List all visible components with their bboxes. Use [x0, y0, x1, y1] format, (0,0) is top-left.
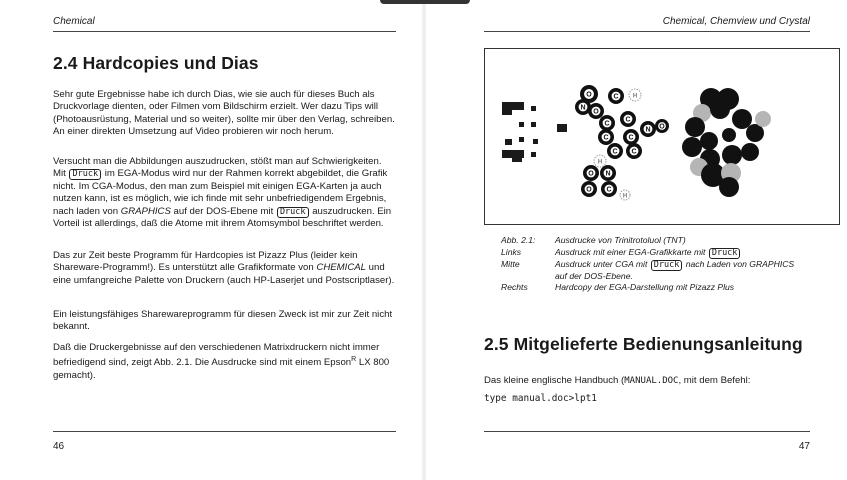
- atom-label: O: [586, 91, 592, 99]
- section-heading-2-5: 2.5 Mitgelieferte Bedienungsanleitung: [484, 334, 803, 354]
- manual-paragraph: [484, 375, 804, 387]
- graphics-term: GRAPHICS: [120, 205, 171, 217]
- atom-ball: [685, 117, 705, 137]
- caption-label: Mitte: [501, 258, 520, 269]
- caption-text: [555, 259, 805, 283]
- chemical-term: CHEMICAL: [316, 262, 366, 274]
- ega-block: [502, 109, 512, 115]
- atom-ball: [755, 111, 771, 127]
- atom-ball: [732, 109, 752, 129]
- paragraph-2-text-4: auszudrucken. Ein Vorteil ist allerdings, daß die Atome mit ihrem Atomsymbol beschriftet werden.: [53, 205, 392, 230]
- caption-text: [555, 247, 805, 259]
- right-page: [424, 0, 847, 480]
- atom-label: C: [603, 134, 609, 142]
- ega-block: [519, 122, 524, 127]
- atom-label: C: [612, 148, 618, 156]
- pizazz-printout: [682, 88, 771, 197]
- druck-key: Druck: [651, 260, 683, 271]
- section-heading-2-4: 2.4 Hardcopies und Dias: [53, 53, 259, 73]
- running-head-left: Chemical: [53, 16, 95, 27]
- paragraph-2: [53, 156, 396, 230]
- atom-label: O: [659, 123, 665, 131]
- header-rule-right: [484, 31, 810, 32]
- atom-label: N: [645, 126, 651, 134]
- atom-label: C: [631, 148, 637, 156]
- atom-ball: [710, 99, 730, 119]
- atom-ball: [700, 132, 718, 150]
- manual-text-1: Das kleine englische Handbuch (: [484, 375, 625, 386]
- tnt-printouts-svg: [485, 49, 839, 224]
- atom-label: O: [586, 186, 592, 194]
- ega-block: [502, 102, 524, 110]
- druck-key: Druck: [69, 169, 101, 180]
- caption-text: Hardcopy der EGA-Darstellung mit Pizazz Plus: [555, 282, 735, 292]
- paragraph-2-text-2: im EGA-Modus wird nur der Rahmen korrekt abgebildet, die Grafik nicht. Im CGA-Modus, den man zum Beispiel mit einigen EGA-Karten ja auch nutzen kann, ist es möglich, wie ich finde mit sehr unbefriedigendem Ergebnis, nach laden von: [53, 168, 388, 217]
- ega-block: [502, 150, 524, 158]
- atom-label: N: [605, 170, 611, 178]
- paragraph-5-text-1: Daß die Druckergebnisse auf den verschiedenen Matrixdruckern nicht immer befriedigend sind, zeigt Abb. 2.1. Die Ausdrucke sind mit einem Epson: [53, 342, 380, 369]
- druck-key: Druck: [709, 248, 741, 259]
- atom-label: O: [588, 170, 594, 178]
- ega-block: [519, 137, 524, 142]
- atom-ball: [722, 145, 742, 165]
- atom-label: C: [613, 93, 619, 101]
- ega-block: [531, 152, 536, 157]
- caption-text-part: nach Laden von GRAPHICS auf der DOS-Ebene.: [555, 258, 795, 281]
- atom-label: C: [625, 116, 631, 124]
- caption-text-part: Ausdruck unter CGA mit: [555, 258, 648, 269]
- ega-block: [505, 139, 512, 145]
- manual-text-2: , mit dem Befehl:: [678, 375, 751, 386]
- paragraph-3: [53, 250, 396, 287]
- atom-ball: [741, 143, 759, 161]
- atom-label: H: [632, 93, 638, 100]
- ega-block: [557, 124, 567, 132]
- footer-rule-left: [53, 431, 396, 432]
- caption-label: Links: [501, 246, 522, 257]
- cga-printout: [575, 85, 669, 200]
- paragraph-1: Sehr gute Ergebnisse habe ich durch Dias, wie sie auch für dieses Buch als Druckvorlage dienten, oder Filmen vom Bildschirm erzielt. Wer dazu Tips will (Photoausrüstung, Material und so weiter), sollte mir über den Verlag, schreiben. An einer direkten Umsetzung auf Video probieren wir noch herum.: [53, 89, 395, 138]
- atom-label: H: [597, 159, 603, 166]
- caption-text: Ausdrucke von Trinitrotoluol (TNT): [555, 235, 686, 245]
- ega-printout-blocks: [502, 102, 567, 162]
- paragraph-2-text-3: auf der DOS-Ebene mit: [173, 205, 274, 217]
- ega-block: [531, 106, 536, 111]
- header-rule-left: [53, 31, 396, 32]
- atom-ball: [682, 137, 702, 157]
- caption-row: [501, 235, 805, 247]
- caption-label: Abb. 2.1:: [501, 235, 536, 245]
- running-head-right: Chemical, Chemview und Crystal: [662, 16, 810, 27]
- caption-text-part: Ausdruck mit einer EGA-Grafikkarte mit: [555, 246, 706, 257]
- druck-key: Druck: [277, 207, 309, 218]
- caption-row: [501, 247, 805, 259]
- atom-ball: [722, 128, 736, 142]
- registered-mark: R: [351, 356, 357, 364]
- paragraph-3-text-1: Das zur Zeit beste Programm für Hardcopies ist Pizazz Plus (leider kein Shareware-Programm!). Es unterstützt alle Grafikformate von: [53, 250, 358, 274]
- ega-block: [533, 139, 538, 144]
- atom-ball: [719, 177, 739, 197]
- atom-label: H: [622, 193, 628, 200]
- atom-label: C: [628, 134, 634, 142]
- tnt-printout-figure: [484, 48, 840, 225]
- footer-rule-right: [484, 431, 810, 432]
- figure-caption: [501, 235, 805, 294]
- paragraph-2-text-1: Versucht man die Abbildungen auszudrucken, stößt man auf Schwierigkeiten. Mit: [53, 156, 382, 180]
- manual-filename: MANUAL.DOC: [624, 376, 679, 386]
- left-page: [0, 0, 423, 480]
- print-command: type manual.doc>lpt1: [484, 393, 597, 404]
- atom-label: O: [593, 108, 599, 116]
- atom-label: C: [604, 120, 610, 128]
- paragraph-4: Ein leistungsfähiges Sharewareprogramm für diesen Zweck ist mir zur Zeit nicht bekannt.: [53, 309, 393, 333]
- caption-label: Rechts: [501, 282, 528, 292]
- page-number-right: 47: [798, 441, 810, 452]
- paragraph-5: [53, 342, 396, 382]
- caption-row: [501, 282, 805, 294]
- page-number-left: 46: [53, 441, 65, 452]
- caption-row: [501, 259, 805, 283]
- atom-label: C: [606, 186, 612, 194]
- paragraph-3-text-2: und eine umfangreiche Palette von Druckern (auch HP-Laserjet und Postscriptlaser).: [53, 262, 395, 286]
- ega-block: [512, 157, 522, 162]
- ega-block: [531, 122, 536, 127]
- atom-label: N: [580, 104, 586, 112]
- paragraph-5-text-2: LX 800 gemacht).: [53, 357, 390, 381]
